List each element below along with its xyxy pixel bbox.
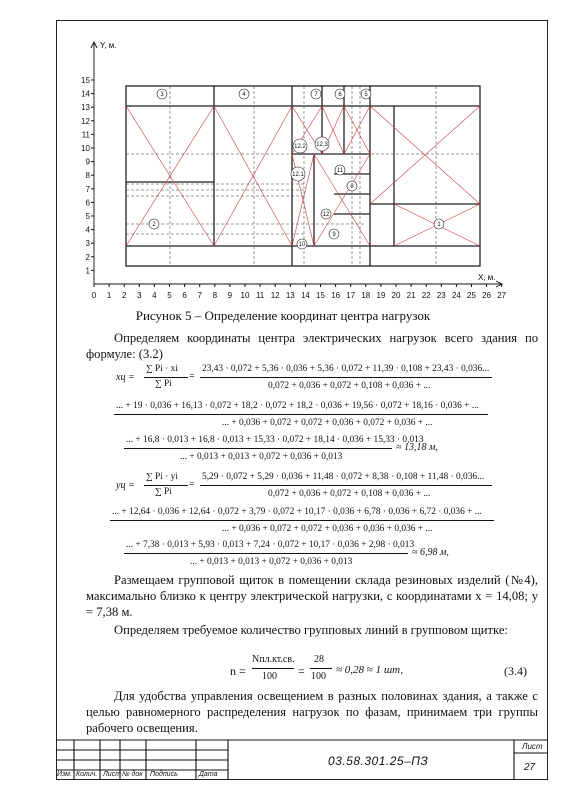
xc-den1: 0,072 + 0,036 + 0,072 + 0,108 + 0,036 + ... <box>268 381 431 391</box>
x-tick-label: 24 <box>451 291 461 300</box>
yc-num2: ... + 12,64 · 0,036 + 12,64 · 0,072 + 3,79 · 0,072 + 10,17 · 0,036 + 6,78 · 0,036 + 6,72 · 0,036 + ... <box>112 507 482 517</box>
x-tick-label: 19 <box>376 291 386 300</box>
x-tick-label: 11 <box>255 291 265 300</box>
yc-den1: 0,072 + 0,036 + 0,072 + 0,108 + 0,036 + ... <box>268 489 431 499</box>
xc-frac-den: ∑ Pi <box>155 379 172 389</box>
yc-lhs: yц = <box>116 480 135 491</box>
room-number: 12.2 <box>294 144 306 150</box>
x-tick-label: 4 <box>152 291 157 300</box>
y-tick-label: 10 <box>81 144 90 153</box>
room-number: 7 <box>314 92 318 98</box>
figure-caption: Рисунок 5 – Определение координат центра нагрузок <box>135 308 431 323</box>
n-num: Nпл.кт.св. <box>252 654 295 665</box>
document-code: 03.58.301.25–ПЗ <box>328 754 429 768</box>
x-tick-label: 22 <box>421 291 431 300</box>
yc-den3: ... + 0,013 + 0,013 + 0,072 + 0,036 + 0,013 <box>190 557 353 567</box>
floor-plan-figure <box>64 34 507 304</box>
paragraph-3: Определяем требуемое количество групповых линий в групповом щитке: <box>114 623 508 637</box>
x-tick-label: 3 <box>137 291 142 300</box>
sheet-number: 27 <box>524 762 536 773</box>
room-number: 3 <box>160 92 164 98</box>
y-tick-label: 1 <box>85 266 90 276</box>
room-number: 6 <box>338 92 342 98</box>
n-lhs: n = <box>230 664 246 678</box>
xc-result: ≈ 13,18 м, <box>396 442 438 453</box>
y-axis-label: Y, м. <box>100 41 117 50</box>
yc-frac-den: ∑ Pi <box>155 487 172 497</box>
col-izm: Изм. <box>57 771 72 778</box>
x-tick-label: 9 <box>227 291 233 300</box>
x-tick-label: 15 <box>316 291 325 300</box>
y-tick-label: 2 <box>85 252 90 262</box>
n-den: 100 <box>262 671 277 682</box>
x-tick-label: 18 <box>361 291 371 300</box>
x-tick-label: 12 <box>270 291 280 300</box>
paragraph-4: Для удобства управления освещением в разных половинах здания, а также с целью равномерного распределения нагрузок по фазам, принимаем три группы рабочего освещения. <box>86 689 538 735</box>
y-tick-label: 5 <box>85 212 90 221</box>
y-tick-label: 8 <box>85 171 90 181</box>
xc-den3: ... + 0,013 + 0,013 + 0,072 + 0,036 + 0,013 <box>180 452 343 462</box>
col-list: Лист <box>103 771 122 778</box>
room-number: 5 <box>364 92 368 98</box>
paragraph-2: Размещаем групповой щиток в помещении склада резиновых изделий (№4), максимально близко к центру электрической нагрузки, с координатами х = 14,08; у = 7,38 м. <box>86 573 538 619</box>
room-number: 9 <box>332 232 336 238</box>
xc-num1: 23,43 · 0,072 + 5,36 · 0,036 + 5,36 · 0,072 + 11,39 · 0,108 + 23,43 · 0,036... <box>202 364 490 374</box>
y-tick-label: 4 <box>85 225 90 235</box>
x-tick-label: 17 <box>346 291 356 300</box>
x-tick-label: 2 <box>121 291 127 300</box>
x-tick-label: 26 <box>482 291 492 300</box>
xc-num3: ... + 16,8 · 0,013 + 16,8 · 0,013 + 15,33 · 0,072 + 18,14 · 0,036 + 15,33 · 0,013 <box>126 435 424 445</box>
x-tick-label: 25 <box>467 291 476 300</box>
n-result: ≈ 0,28 ≈ 1 шт, <box>336 664 404 676</box>
x-tick-label: 6 <box>182 291 187 300</box>
y-tick-label: 14 <box>81 89 90 99</box>
y-tick-label: 6 <box>85 198 90 208</box>
title-block <box>56 740 548 780</box>
y-tick-label: 12 <box>81 116 90 126</box>
n-eq2-den: 100 <box>311 671 326 682</box>
y-tick-label: 15 <box>81 76 90 85</box>
room-number: 12 <box>322 212 330 218</box>
x-tick-label: 16 <box>331 291 341 300</box>
sheet-label: Лист <box>522 742 543 751</box>
x-tick-label: 1 <box>106 291 112 300</box>
xc-lhs: xц = <box>116 372 135 383</box>
y-tick-label: 9 <box>85 157 90 167</box>
room-number: 8 <box>350 184 354 190</box>
n-eq2-num: 28 <box>314 654 324 665</box>
xc-num2: ... + 19 · 0,036 + 16,13 · 0,072 + 18,2 · 0,072 + 18,2 · 0,036 + 19,56 · 0,072 + 18,16 · 0,036 + ... <box>116 401 479 411</box>
room-number: 1 <box>437 222 441 228</box>
x-tick-label: 20 <box>391 291 401 300</box>
x-tick-label: 23 <box>436 291 446 300</box>
room-number: 4 <box>242 92 246 98</box>
x-tick-label: 14 <box>300 291 310 300</box>
room-number: 10 <box>298 242 306 248</box>
yc-result: ≈ 6,98 м, <box>412 547 449 558</box>
col-podpis: Подпись <box>150 771 178 778</box>
x-tick-label: 13 <box>285 291 295 300</box>
col-ndok: № док <box>122 771 143 778</box>
x-tick-label: 21 <box>406 291 416 300</box>
y-tick-label: 3 <box>85 239 90 249</box>
yc-num1: 5,29 · 0,072 + 5,29 · 0,036 + 11,48 · 0,072 + 8,38 · 0,108 + 11,48 · 0,036... <box>202 472 485 482</box>
yc-frac-num: ∑ Pi · yi <box>146 472 178 482</box>
room-number: 12.1 <box>292 172 304 178</box>
x-tick-label: 7 <box>197 291 202 300</box>
x-tick-label: 10 <box>240 291 250 300</box>
x-tick-label: 27 <box>497 291 507 300</box>
yc-num3: ... + 7,38 · 0,013 + 5,93 · 0,013 + 7,24 · 0,072 + 10,17 · 0,036 + 2,98 · 0,013 <box>126 540 415 550</box>
x-tick-label: 0 <box>91 291 97 300</box>
room-number: 11 <box>336 168 344 174</box>
x-tick-label: 8 <box>212 291 218 300</box>
xc-frac-num: ∑ Pi · xi <box>146 364 178 374</box>
y-tick-label: 13 <box>81 103 90 113</box>
y-tick-label: 11 <box>81 130 90 140</box>
y-tick-label: 7 <box>85 184 90 194</box>
col-data: Дата <box>199 771 218 778</box>
room-number: 2 <box>152 222 156 228</box>
col-kolich: Колич. <box>76 771 98 778</box>
x-axis-label: X, м. <box>478 273 496 282</box>
formula-number: (3.4) <box>504 664 527 678</box>
yc-den2: ... + 0,036 + 0,072 + 0,072 + 0,036 + 0,036 + 0,036 + ... <box>222 524 433 534</box>
xc-den2: ... + 0,036 + 0,072 + 0,072 + 0,036 + 0,072 + 0,036 + ... <box>222 418 433 428</box>
paragraph-1: Определяем координаты центра электрических нагрузок всего здания по формуле: (3.2) <box>86 331 538 361</box>
x-tick-label: 5 <box>167 291 172 300</box>
room-number: 12.3 <box>316 142 328 148</box>
